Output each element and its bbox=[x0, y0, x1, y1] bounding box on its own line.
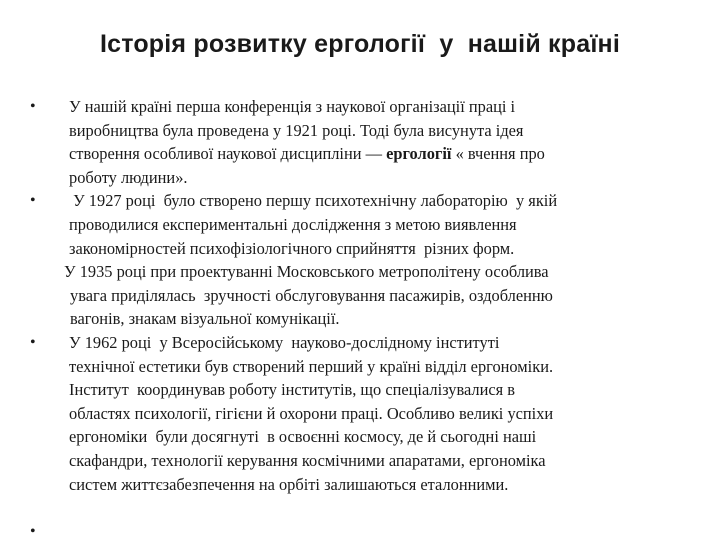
bullet-icon: • bbox=[30, 333, 36, 351]
paragraph-line: роботу людини». bbox=[69, 167, 188, 187]
bullet-paragraph-1921 bbox=[30, 95, 680, 189]
paragraph-line-text: « вчення про bbox=[451, 144, 545, 164]
bullet-icon: • bbox=[30, 98, 36, 115]
paragraph-line: У нашій країні перша конференція з наукової організації праці і bbox=[69, 97, 516, 116]
paragraph-line: технічної естетики був створений перший у країні відділ ергономіки. bbox=[69, 356, 554, 376]
paragraph-line: У 1927 році було створено першу психотехнічну лабораторію у якій bbox=[69, 191, 558, 211]
slide-title: Історія розвитку ергології у нашій країні bbox=[99, 30, 621, 58]
paragraph-line: закономірностей психофізіологічного сприйняття різних форм. bbox=[69, 238, 515, 258]
paragraph-line: вагонів, знакам візуальної комунікації. bbox=[70, 309, 340, 329]
paragraph-line: У 1962 році у Всеросійському науково-дослідному інституті bbox=[69, 332, 500, 352]
bullet-paragraph-1927 bbox=[30, 189, 680, 260]
paragraph-line: ергономіки були досягнуті в освоєнні космосу, де й сьогодні наші bbox=[69, 427, 537, 447]
keyword-ergology: ергології bbox=[386, 144, 452, 164]
paragraph-line: областях психології, гігієни й охорони праці. Особливо великі успіхи bbox=[69, 403, 554, 423]
empty-bullet-icon: • bbox=[30, 523, 36, 540]
paragraph-line: Інститут координував роботу інститутів, що спеціалізувалися в bbox=[69, 380, 516, 400]
paragraph-line: скафандри, технології керування космічними апаратами, ергономіка bbox=[69, 450, 546, 470]
bullet-paragraph-1962 bbox=[30, 331, 680, 496]
bullet-icon: • bbox=[30, 192, 36, 210]
paragraph-line: проводилися експериментальні дослідження з метою виявлення bbox=[69, 214, 517, 234]
paragraph-line-text: створення особливої наукової дисципліни — bbox=[69, 144, 387, 164]
paragraph-line: увага приділялась зручності обслуговування пасажирів, оздобленню bbox=[70, 285, 553, 305]
paragraph-line bbox=[30, 142, 680, 166]
slide-content bbox=[30, 95, 680, 496]
paragraph-line: систем життєзабезпечення на орбіті залишаються еталонними. bbox=[69, 474, 509, 494]
paragraph-1935 bbox=[30, 260, 680, 331]
paragraph-line: виробництва була проведена у 1921 році. Тоді була висунута ідея bbox=[69, 120, 524, 140]
paragraph-line: У 1935 році при проектуванні Московського метрополітену особлива bbox=[64, 262, 549, 282]
